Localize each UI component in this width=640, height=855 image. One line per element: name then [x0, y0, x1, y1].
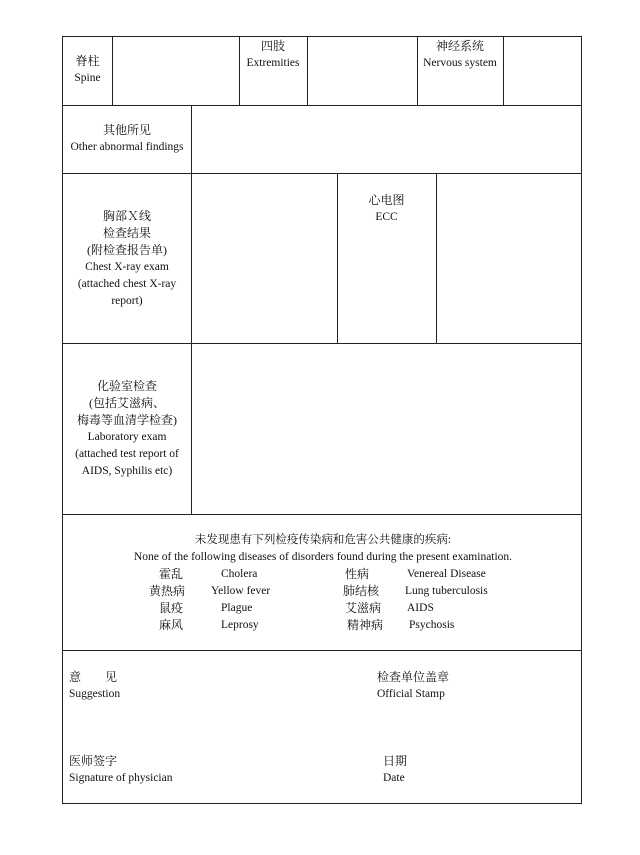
chest-xray-label-en: Chest X-ray exam [85, 261, 169, 273]
divider-row2 [63, 173, 581, 174]
suggestion-label-zh: 意 见 [69, 670, 118, 684]
disease-en: Venereal Disease [407, 568, 486, 580]
other-findings-label-en: Other abnormal findings [70, 141, 184, 153]
disease-zh: 艾滋病 [345, 601, 382, 615]
other-findings-label-zh: 其他所见 [102, 123, 151, 137]
divider-col [191, 105, 192, 514]
disease-en: Cholera [221, 568, 258, 580]
lab-exam-label-en: AIDS, Syphilis etc) [81, 465, 173, 477]
ecg-label-en: ECC [375, 211, 398, 223]
nervous-system-label [417, 38, 503, 72]
physician-signature-label-zh: 医师签字 [69, 754, 118, 768]
official-stamp-label-zh: 检查单位盖章 [377, 670, 450, 684]
divider-row1 [63, 105, 581, 106]
extremities-label-en: Extremities [246, 57, 300, 69]
disease-zh: 黄热病 [149, 584, 186, 598]
disease-en: Leprosy [221, 619, 259, 631]
divider-col [307, 37, 308, 105]
lab-exam-label-zh: 梅毒等血清学检查) [77, 413, 177, 427]
lab-exam-label-zh: (包括艾滋病、 [89, 396, 165, 410]
chest-xray-label [63, 208, 191, 310]
ecg-label-zh: 心电图 [368, 193, 405, 207]
notice-heading-en: None of the following diseases of disorders found during the present examination. [133, 551, 513, 563]
disease-zh: 霍乱 [159, 567, 184, 581]
lab-exam-label [63, 378, 191, 480]
disease-zh: 麻风 [159, 618, 184, 632]
official-stamp-label-en: Official Stamp [377, 688, 445, 700]
chest-xray-label-en: report) [111, 295, 143, 307]
lab-exam-label-zh: 化验室检查 [96, 379, 157, 393]
disease-zh: 精神病 [347, 618, 384, 632]
extremities-label [239, 38, 307, 72]
extremities-label-zh: 四肢 [260, 39, 285, 53]
divider-row3 [63, 343, 581, 344]
disease-en: Lung tuberculosis [405, 585, 488, 597]
suggestion-label [69, 669, 120, 703]
divider-row5 [63, 650, 581, 651]
disease-zh: 性病 [345, 567, 370, 581]
disease-zh: 鼠疫 [159, 601, 184, 615]
date-label [383, 753, 407, 787]
lab-exam-label-en: (attached test report of [75, 448, 179, 460]
nervous-system-label-zh: 神经系统 [435, 39, 484, 53]
divider-col [112, 37, 113, 105]
divider-row4 [63, 514, 581, 515]
divider-col [436, 173, 437, 343]
suggestion-label-en: Suggestion [69, 688, 121, 700]
medical-exam-form [62, 36, 582, 804]
chest-xray-label-en: (attached chest X-ray [77, 278, 177, 290]
official-stamp-label [377, 669, 449, 703]
disease-en: Yellow fever [211, 585, 271, 597]
physician-signature-label [69, 753, 172, 787]
divider-col [503, 37, 504, 105]
date-label-en: Date [383, 772, 405, 784]
disease-en: AIDS [407, 602, 434, 614]
nervous-system-label-en: Nervous system [423, 57, 497, 69]
chest-xray-label-zh: 检查结果 [102, 226, 151, 240]
spine-label-en: Spine [74, 72, 101, 84]
disease-zh: 肺结核 [343, 584, 380, 598]
ecg-label [337, 192, 436, 226]
notice-heading-zh: 未发现患有下列检疫传染病和危害公共健康的疾病: [194, 534, 452, 546]
spine-label-zh: 脊柱 [75, 54, 100, 68]
other-findings-label [63, 122, 191, 156]
physician-signature-label-en: Signature of physician [69, 772, 173, 784]
spine-label [63, 53, 112, 87]
chest-xray-label-zh: (附检查报告单) [87, 243, 167, 257]
chest-xray-label-zh: 胸部Ｘ线 [102, 209, 151, 223]
disease-en: Plague [221, 602, 253, 614]
disease-en: Psychosis [409, 619, 455, 631]
lab-exam-label-en: Laboratory exam [87, 431, 167, 443]
date-label-zh: 日期 [383, 754, 408, 768]
